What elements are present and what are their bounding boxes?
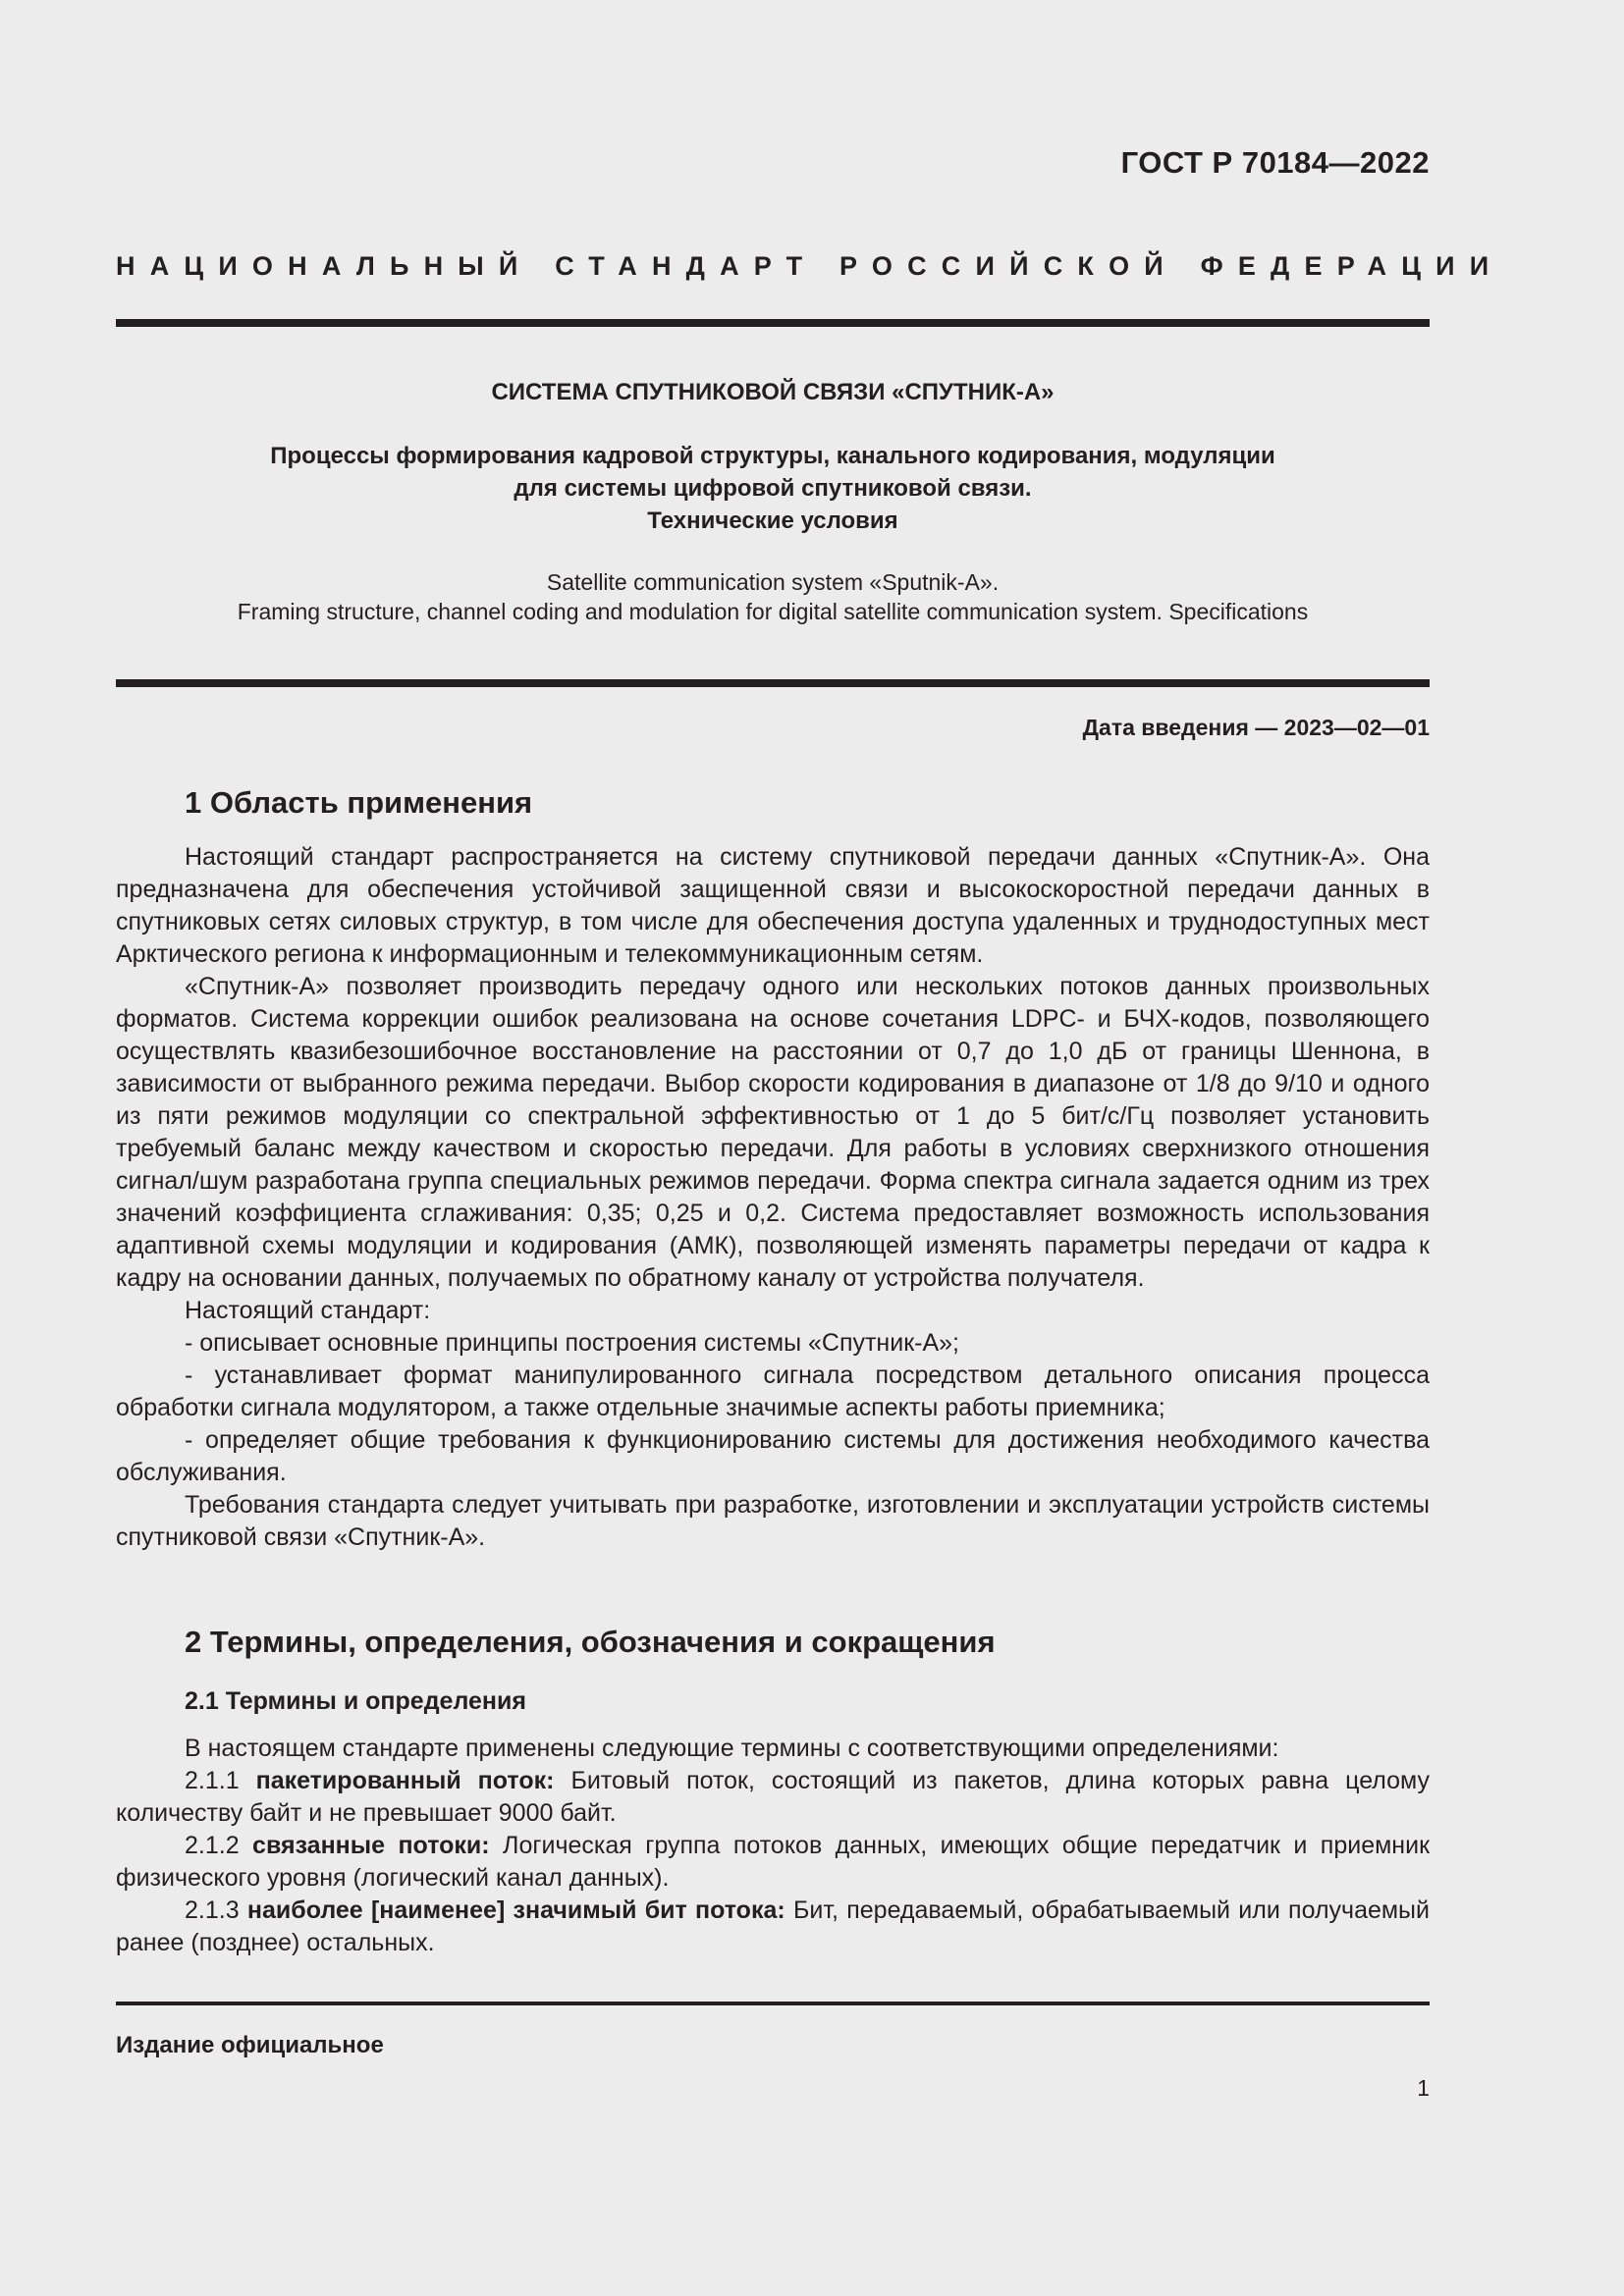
section-2-heading: 2 Термины, определения, обозначения и сокращения bbox=[185, 1625, 996, 1659]
paragraph: Настоящий стандарт распространяется на систему спутниковой передачи данных «Спутник-А». Она предназначена для обеспечения устойчивой защищенной связи и высокоскоростной передачи данных в спутниковых сетях силовых структур, в том числе для обеспечения доступа удаленных и труднодоступных мест Арктического региона к информационным и телекоммуникационным сетям. bbox=[116, 843, 1430, 968]
term-definition: Битовый поток, состоящий из пакетов, длина которых равна целому количеству байт и не превышает 9000 байт. bbox=[116, 1767, 1431, 1827]
list-item: - устанавливает формат манипулированного сигнала посредством детального описания процесса обработки сигнала модулятором, а также отдельные значимые аспекты работы приемника; bbox=[116, 1362, 1430, 1421]
list-item: - описывает основные принципы построения системы «Спутник-А»; bbox=[185, 1329, 959, 1357]
document-subtitle bbox=[116, 440, 1430, 537]
term-number: 2.1.3 bbox=[185, 1896, 240, 1924]
term-entry bbox=[116, 1830, 1430, 1895]
header-divider bbox=[116, 319, 1430, 327]
subtitle-line: Процессы формирования кадровой структуры, канального кодирования, модуляции bbox=[270, 443, 1275, 469]
section-2-body bbox=[116, 1733, 1430, 1959]
english-title-line: Framing structure, channel coding and modulation for digital satellite communication system. Specifications bbox=[237, 599, 1309, 624]
term-name: пакетированный поток: bbox=[255, 1767, 555, 1794]
paragraph: В настоящем стандарте применены следующие термины с соответствующими определениями: bbox=[185, 1735, 1279, 1762]
subsection-2-1-heading: 2.1 Термины и определения bbox=[185, 1687, 526, 1715]
english-title-line: Satellite communication system «Sputnik-A». bbox=[546, 569, 1000, 595]
section-1-body bbox=[116, 841, 1430, 1554]
page-number: 1 bbox=[1417, 2075, 1430, 2101]
term-number: 2.1.2 bbox=[185, 1832, 240, 1859]
term-name: наиболее [наименее] значимый бит потока: bbox=[246, 1896, 785, 1924]
subtitle-line: Технические условия bbox=[647, 507, 898, 534]
term-entry bbox=[116, 1765, 1430, 1830]
edition-label: Издание официальное bbox=[116, 2032, 384, 2058]
document-number: ГОСТ Р 70184—2022 bbox=[1120, 145, 1430, 180]
term-definition: Бит, передаваемый, обрабатываемый или получаемый ранее (позднее) остальных. bbox=[116, 1896, 1430, 1956]
national-standard-label: НАЦИОНАЛЬНЫЙ СТАНДАРТ РОССИЙСКОЙ ФЕДЕРАЦИИ bbox=[116, 251, 1504, 281]
term-number: 2.1.1 bbox=[185, 1767, 240, 1794]
paragraph: Настоящий стандарт: bbox=[185, 1297, 431, 1324]
footer-divider bbox=[116, 2002, 1430, 2005]
term-entry bbox=[116, 1895, 1430, 1959]
document-title: СИСТЕМА СПУТНИКОВОЙ СВЯЗИ «СПУТНИК-А» bbox=[491, 379, 1055, 405]
introduction-date: Дата введения — 2023—02—01 bbox=[1082, 715, 1430, 740]
title-divider bbox=[116, 679, 1430, 687]
term-name: связанные потоки: bbox=[252, 1832, 490, 1859]
paragraph: Требования стандарта следует учитывать при разработке, изготовлении и эксплуатации устройств системы спутниковой связи «Спутник-А». bbox=[116, 1491, 1430, 1551]
paragraph: «Спутник-А» позволяет производить передачу одного или нескольких потоков данных произвольных форматов. Система коррекции ошибок реализована на основе сочетания LDPC- и БЧХ-кодов, позволяющего осуществлять квазибезошибочное восстановление на расстоянии от 0,7 до 1,0 дБ от границы Шеннона, в зависимости от выбранного режима передачи. Выбор скорости кодирования в диапазоне от 1/8 до 9/10 и одного из пяти режимов модуляции со спектральной эффективностью от 1 до 5 бит/с/Гц позволяет установить требуемый баланс между качеством и скоростью передачи. Для работы в условиях сверхнизкого отношения сигнал/шум разработана группа специальных режимов передачи. Форма спектра сигнала задается одним из трех значений коэффициента сглаживания: 0,35; 0,25 и 0,2. Система предоставляет возможность использования адаптивной схемы модуляции и кодирования (АМК), позволяющей изменять параметры передачи от кадра к кадру на основании данных, получаемых по обратному каналу от устройства получателя. bbox=[116, 973, 1430, 1292]
section-1-heading: 1 Область применения bbox=[185, 785, 533, 820]
list-item: - определяет общие требования к функционированию системы для достижения необходимого качества обслуживания. bbox=[116, 1426, 1430, 1486]
term-definition: Логическая группа потоков данных, имеющих общие передатчик и приемник физического уровня (логический канал данных). bbox=[116, 1832, 1431, 1892]
english-title bbox=[116, 567, 1430, 626]
subtitle-line: для системы цифровой спутниковой связи. bbox=[514, 475, 1032, 502]
